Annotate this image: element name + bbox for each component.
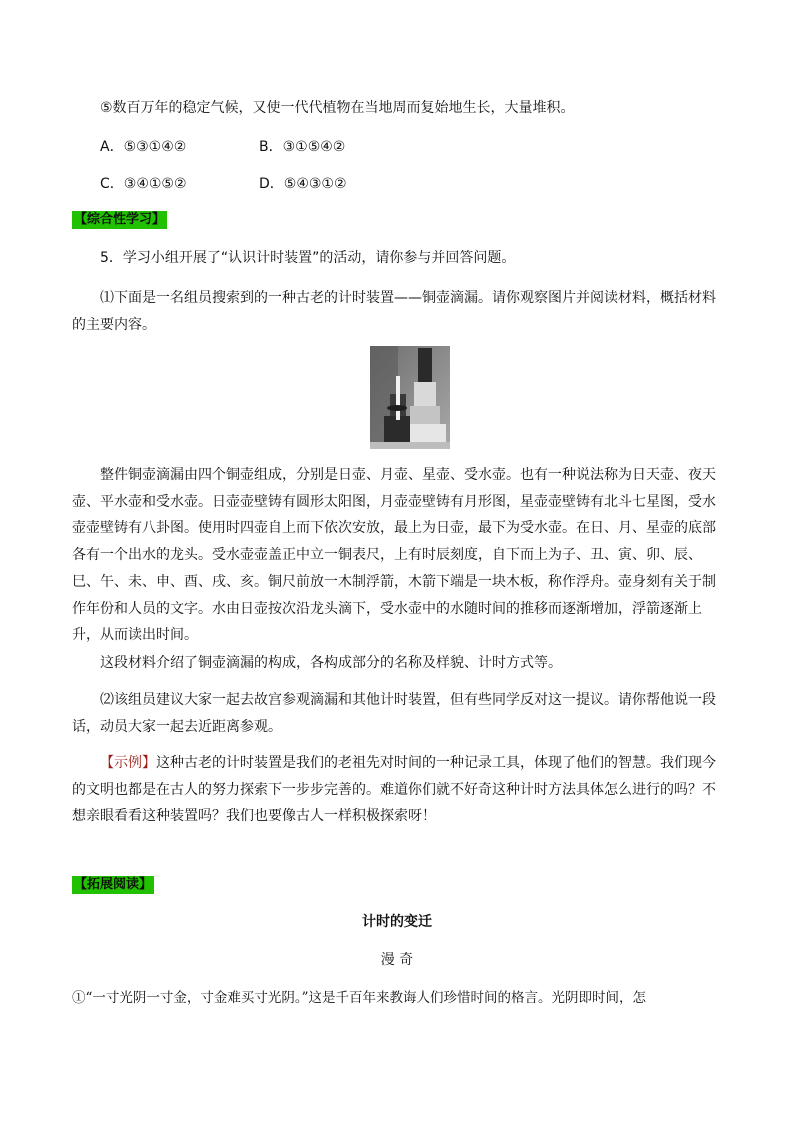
q5-material-passage: 整件铜壶滴漏由四个铜壶组成，分别是日壶、月壶、星壶、受水壶。也有一种说法称为日天壶、夜天壶、平水壶和受水壶。日壶壶壁铸有圆形太阳图，月壶壶壁铸有月形图，星壶壶壁铸有北斗七星图，受水壶壶壁铸有八卦图。使用时四壶自上而下依次安放，最上为日壶，最下为受水壶。在日、月、星壶的底部各有一个出水的龙头。受水壶壶盖正中立一铜表尺，上有时辰刻度，自下而上为子、丑、寅、卯、辰、巳、午、未、申、酉、戌、亥。铜尺前放一木制浮箭，木箭下端是一块木板，称作浮舟。壶身刻有关于制作年份和人员的文字。水由日壶按次沿龙头滴下，受水壶中的水随时间的推移而逐渐增加，浮箭逐渐上升，从而读出时间。 xyxy=(72,467,716,644)
option-b: B．③①⑤④② xyxy=(259,139,346,155)
q5-intro: 5．学习小组开展了“认识计时装置”的活动，请你参与并回答问题。 xyxy=(100,250,516,266)
q4-item5-text: ⑤数百万年的稳定气候，又使一代代植物在当地周而复始地生长，大量堆积。 xyxy=(100,100,575,116)
section-tag-extended-reading: 【拓展阅读】 xyxy=(74,877,153,892)
article-paragraph-1: ①“一寸光阴一寸金，寸金难买寸光阴。”这是千百年来教诲人们珍惜时间的格言。光阴即时间，怎 xyxy=(72,990,647,1006)
q5-part1-prompt: ⑴下面是一名组员搜索到的一种古老的计时装置——铜壶滴漏。请你观察图片并阅读材料，概括材料的主要内容。 xyxy=(72,290,716,333)
example-label: 【示例】 xyxy=(100,755,156,771)
option-d: D．⑤④③①② xyxy=(259,176,347,192)
bronze-clepsydra-photo xyxy=(370,346,450,449)
example-text: 这种古老的计时装置是我们的老祖先对时间的一种记录工具，体现了他们的智慧。我们现今的文明也都是在古人的努力探索下一步步完善的。难道你们就不好奇这种计时方法具体怎么进行的吗？不想亲眼看看这种装置吗？我们也要像古人一样积极探索呀！ xyxy=(72,755,716,825)
article-author: 漫 奇 xyxy=(380,952,414,968)
section-tag-comprehensive: 【综合性学习】 xyxy=(74,212,166,227)
article-title: 计时的变迁 xyxy=(362,914,432,930)
clepsydra-illustration-icon xyxy=(370,346,450,449)
q5-example-answer xyxy=(72,750,727,830)
q5-part2-prompt: ⑵该组员建议大家一起去故宫参观滴漏和其他计时装置，但有些同学反对这一提议。请你帮他说一段话，动员大家一起去近距离参观。 xyxy=(72,692,716,735)
q5-answer1: 这段材料介绍了铜壶滴漏的构成，各构成部分的名称及样貌、计时方式等。 xyxy=(100,655,562,671)
option-c: C．③④①⑤② xyxy=(100,176,187,192)
option-a: A．⑤③①④② xyxy=(100,139,187,155)
